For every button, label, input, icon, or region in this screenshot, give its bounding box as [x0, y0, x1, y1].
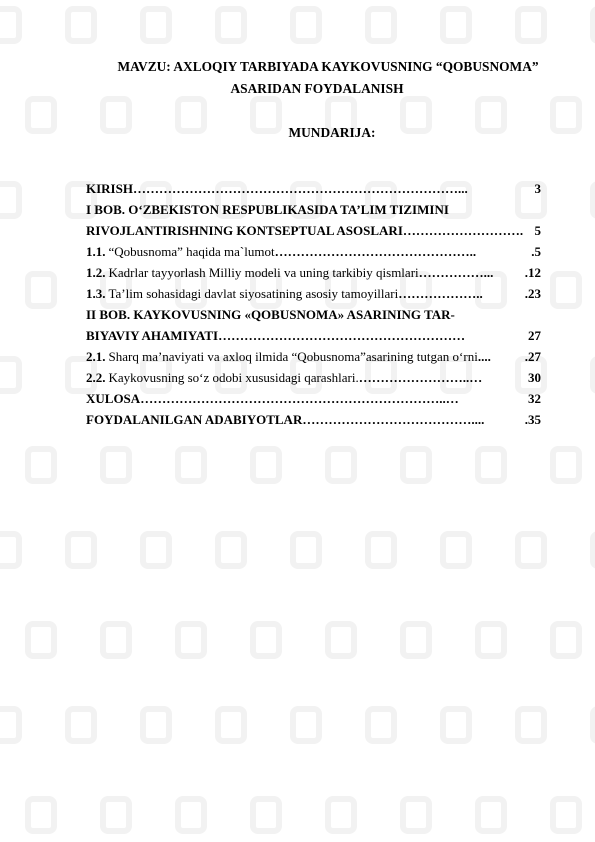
- watermark-glyph: [365, 706, 397, 744]
- watermark-row: [0, 615, 595, 665]
- watermark-glyph: [100, 446, 132, 484]
- toc-label: Kadrlar tayyorlash Milliy modeli va uning tarkibiy qismlari: [108, 265, 419, 280]
- toc-label: Kaykovusning so‘z odobi xususidagi qarashlari.: [108, 370, 359, 385]
- toc-leader: …………………………………………………………………...: [132, 181, 468, 196]
- watermark-glyph: [590, 706, 595, 744]
- watermark-glyph: [475, 796, 507, 834]
- toc-leader: ……………………………………………………………..…: [140, 391, 459, 406]
- watermark-glyph: [290, 706, 322, 744]
- toc-section-number: 1.2.: [86, 265, 106, 280]
- watermark-glyph: [215, 706, 247, 744]
- toc-entry-chapter-2-line-1[interactable]: [86, 304, 541, 325]
- watermark-glyph: [25, 796, 57, 834]
- toc-label: II BOB. KAYKOVUSNING «QOBUSNOMA» ASARINING TAR-: [86, 307, 455, 322]
- toc-entry-bibliography[interactable]: [86, 409, 541, 430]
- toc-entry-conclusion[interactable]: [86, 388, 541, 409]
- watermark-glyph: [290, 531, 322, 569]
- toc-page-number: 3: [534, 181, 541, 196]
- watermark-glyph: [400, 796, 432, 834]
- watermark-glyph: [325, 621, 357, 659]
- toc-section-number: 2.1.: [86, 349, 106, 364]
- watermark-glyph: [250, 796, 282, 834]
- watermark-glyph: [515, 531, 547, 569]
- watermark-glyph: [0, 6, 22, 44]
- toc-section-number: 1.3.: [86, 286, 106, 301]
- watermark-glyph: [65, 706, 97, 744]
- toc-leader: ……………...: [418, 265, 494, 280]
- toc-label: FOYDALANILGAN ADABIYOTLAR: [86, 412, 303, 427]
- watermark-glyph: [175, 796, 207, 834]
- toc-page-number: 5: [534, 223, 541, 238]
- watermark-glyph: [325, 446, 357, 484]
- watermark-glyph: [590, 356, 595, 394]
- table-of-contents: [86, 178, 541, 430]
- watermark-glyph: [475, 446, 507, 484]
- watermark-glyph: [0, 181, 22, 219]
- watermark-glyph: [365, 531, 397, 569]
- watermark-glyph: [0, 531, 22, 569]
- watermark-glyph: [250, 621, 282, 659]
- watermark-glyph: [215, 531, 247, 569]
- toc-page-number: .35: [524, 412, 541, 427]
- toc-leader: ………………..: [398, 286, 483, 301]
- toc-label: I BOB. O‘ZBEKISTON RESPUBLIKASIDA TA’LIM TIZIMINI: [86, 202, 449, 217]
- toc-page-number: 30: [528, 370, 541, 385]
- toc-page-number: .23: [524, 286, 541, 301]
- toc-entry-section-2-1[interactable]: [86, 346, 541, 367]
- toc-leader: …………………………………....: [302, 412, 485, 427]
- toc-page-number: .12: [524, 265, 541, 280]
- toc-label: KIRISH: [86, 181, 133, 196]
- watermark-glyph: [215, 6, 247, 44]
- title-line-1: MAVZU: AXLOQIY TARBIYADA KAYKOVUSNING “QOBUSNOMA”: [117, 59, 539, 74]
- watermark-glyph: [550, 96, 582, 134]
- toc-entry-chapter-1-line-2[interactable]: [86, 220, 541, 241]
- toc-entry-section-2-2[interactable]: [86, 367, 541, 388]
- watermark-glyph: [365, 6, 397, 44]
- watermark-row: [0, 700, 595, 750]
- toc-entry-intro[interactable]: [86, 178, 541, 199]
- watermark-glyph: [590, 531, 595, 569]
- toc-entry-section-1-3[interactable]: [86, 283, 541, 304]
- watermark-glyph: [25, 446, 57, 484]
- watermark-glyph: [65, 6, 97, 44]
- watermark-glyph: [25, 621, 57, 659]
- watermark-glyph: [25, 96, 57, 134]
- toc-label: BIYAVIY AHAMIYATI: [86, 328, 219, 343]
- watermark-glyph: [140, 706, 172, 744]
- watermark-glyph: [550, 796, 582, 834]
- toc-entry-chapter-1-line-1[interactable]: [86, 199, 541, 220]
- watermark-glyph: [0, 356, 22, 394]
- watermark-glyph: [325, 796, 357, 834]
- watermark-glyph: [65, 531, 97, 569]
- watermark-glyph: [590, 181, 595, 219]
- toc-label: XULOSA: [86, 391, 141, 406]
- watermark-glyph: [440, 531, 472, 569]
- watermark-glyph: [515, 6, 547, 44]
- toc-page-number: .5: [531, 244, 541, 259]
- toc-page-number: .27: [524, 349, 541, 364]
- toc-entry-section-1-1[interactable]: [86, 241, 541, 262]
- watermark-glyph: [140, 6, 172, 44]
- watermark-glyph: [290, 6, 322, 44]
- toc-section-number: 1.1.: [86, 244, 106, 259]
- watermark-glyph: [440, 6, 472, 44]
- watermark-glyph: [250, 446, 282, 484]
- watermark-row: [0, 0, 595, 50]
- watermark-row: [0, 440, 595, 490]
- watermark-glyph: [440, 706, 472, 744]
- toc-leader: ....: [477, 349, 491, 364]
- toc-entry-chapter-2-line-2[interactable]: [86, 325, 541, 346]
- toc-label: Sharq ma’naviyati va axloq ilmida “Qobusnoma”asarining tutgan o‘rni: [108, 349, 478, 364]
- watermark-glyph: [590, 6, 595, 44]
- watermark-row: [0, 525, 595, 575]
- toc-label: “Qobusnoma” haqida ma`lumot: [108, 244, 275, 259]
- toc-leader: ……………………….: [402, 223, 524, 238]
- toc-section-number: 2.2.: [86, 370, 106, 385]
- contents-heading: MUNDARIJA:: [288, 125, 376, 140]
- watermark-glyph: [400, 621, 432, 659]
- watermark-glyph: [515, 706, 547, 744]
- toc-page-number: 27: [528, 328, 541, 343]
- watermark-glyph: [175, 446, 207, 484]
- watermark-row: [0, 790, 595, 840]
- watermark-glyph: [550, 621, 582, 659]
- toc-page-number: 32: [528, 391, 541, 406]
- watermark-glyph: [100, 796, 132, 834]
- title-line-2: ASARIDAN FOYDALANISH: [230, 81, 404, 96]
- toc-label: Ta’lim sohasidagi davlat siyosatining asosiy tamoyillari: [108, 286, 399, 301]
- watermark-glyph: [550, 271, 582, 309]
- toc-leader: ……………………..…: [358, 370, 483, 385]
- toc-leader: …………………………………………………: [218, 328, 466, 343]
- watermark-glyph: [25, 271, 57, 309]
- document-title: [86, 56, 548, 100]
- watermark-glyph: [475, 621, 507, 659]
- toc-leader: ………………………………………..: [274, 244, 477, 259]
- toc-entry-section-1-2[interactable]: [86, 262, 541, 283]
- watermark-glyph: [550, 446, 582, 484]
- toc-label: RIVOJLANTIRISHNING KONTSEPTUAL ASOSLARI: [86, 223, 403, 238]
- watermark-glyph: [100, 621, 132, 659]
- watermark-glyph: [175, 621, 207, 659]
- watermark-glyph: [400, 446, 432, 484]
- watermark-glyph: [140, 531, 172, 569]
- watermark-glyph: [0, 706, 22, 744]
